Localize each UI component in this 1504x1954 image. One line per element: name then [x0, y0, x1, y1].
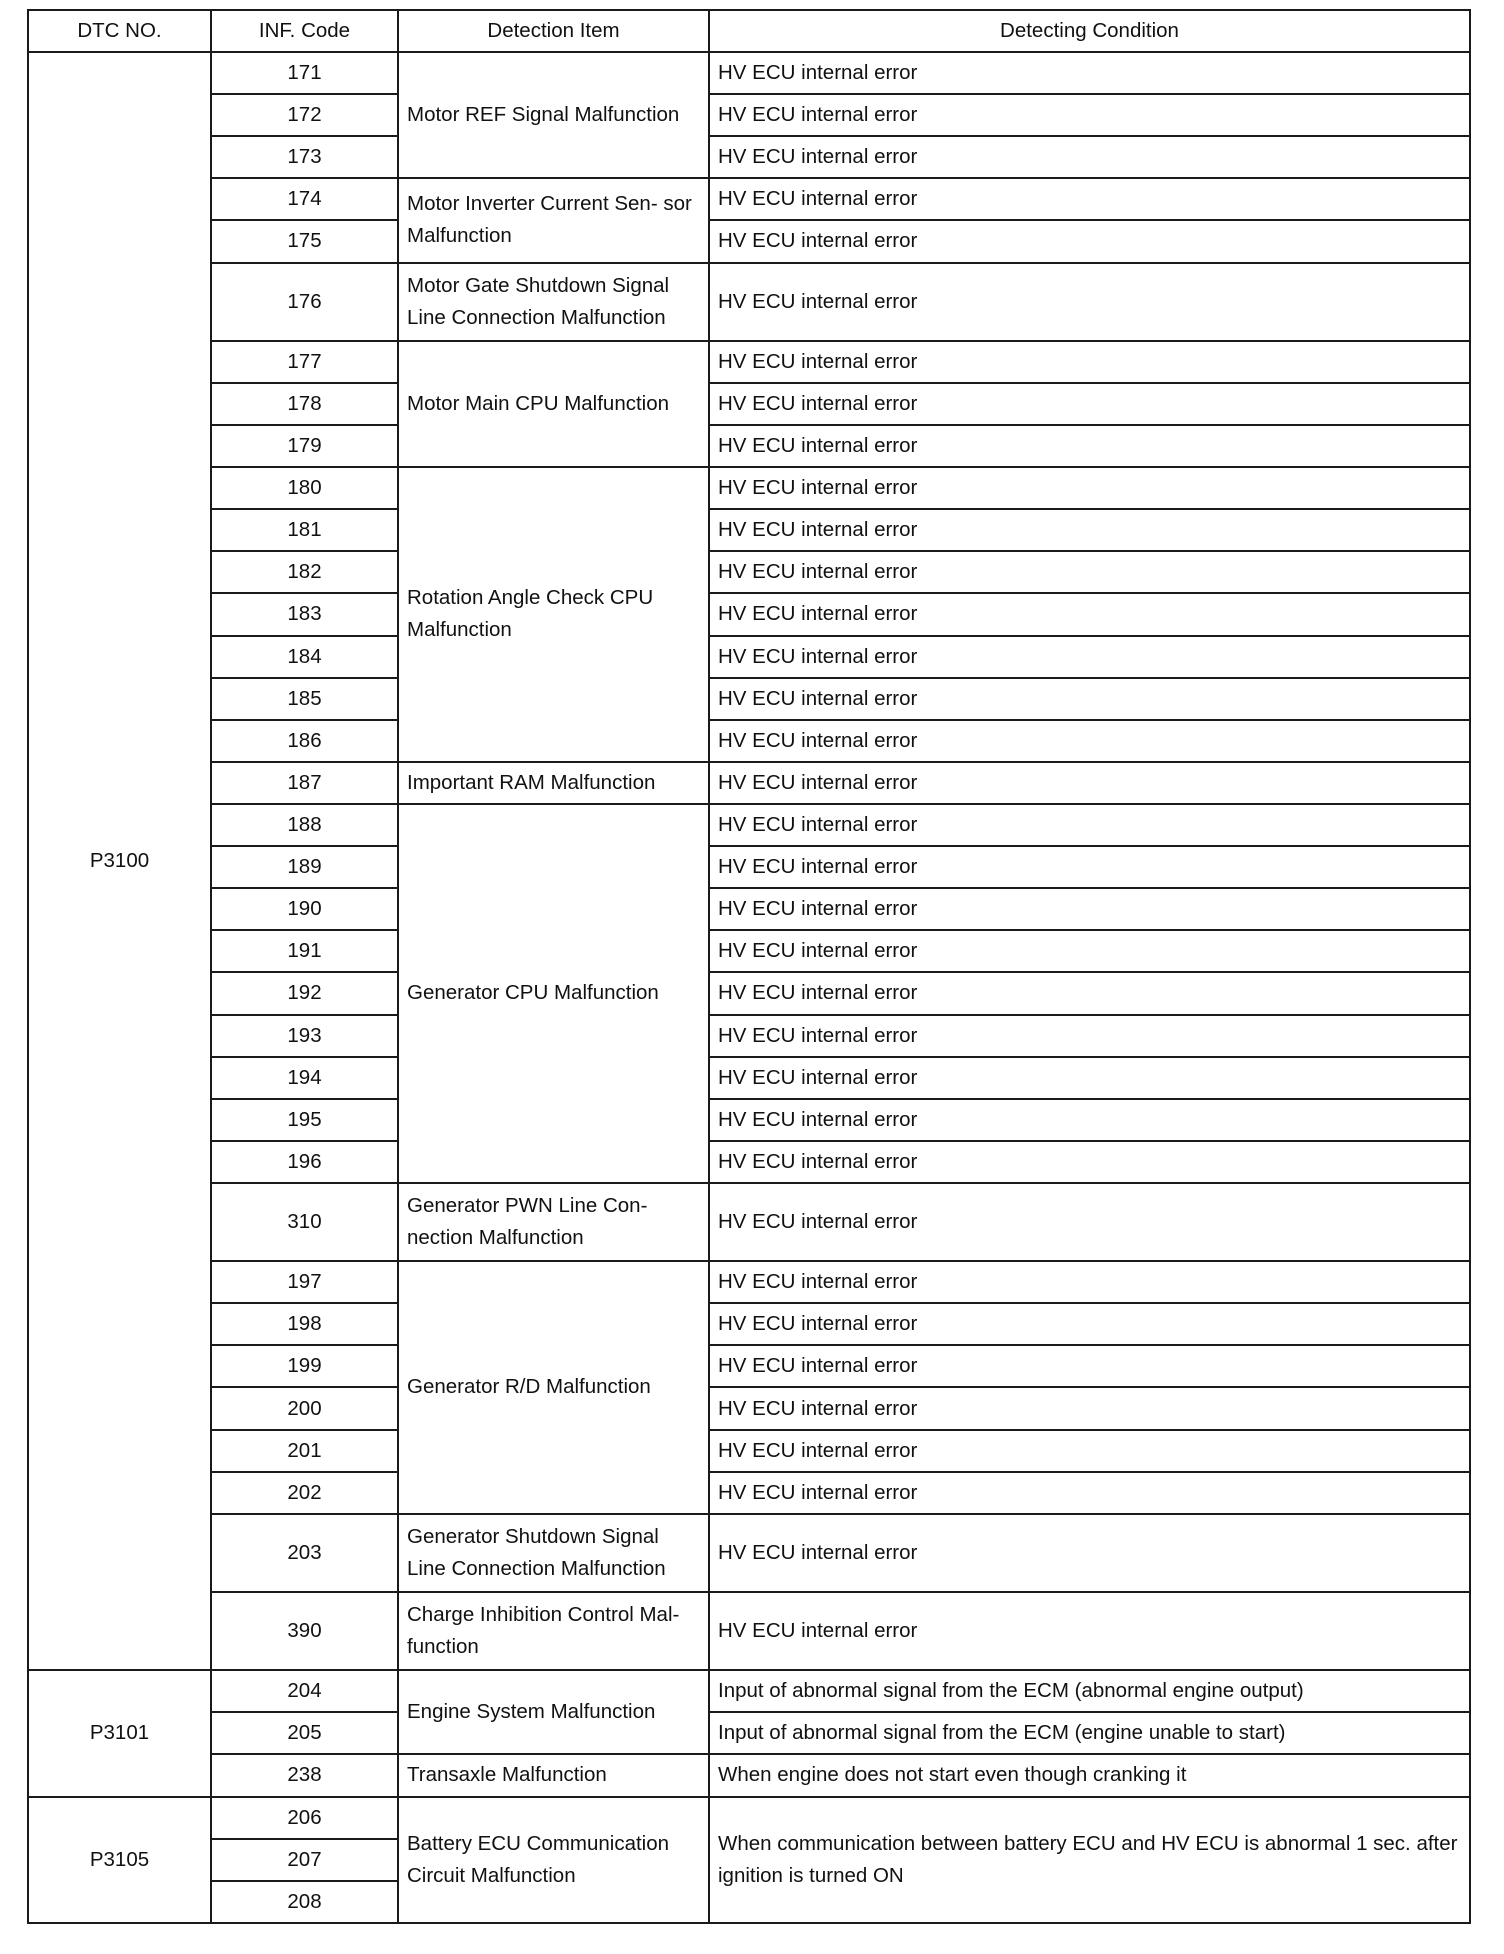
- condition-cell: HV ECU internal error: [709, 1345, 1470, 1387]
- table-row: [28, 1261, 1470, 1303]
- inf-code-cell: 186: [211, 720, 398, 762]
- condition-cell: HV ECU internal error: [709, 551, 1470, 593]
- inf-code-cell: 183: [211, 593, 398, 635]
- header-dtc-no: DTC NO.: [28, 10, 211, 52]
- condition-cell: HV ECU internal error: [709, 846, 1470, 888]
- condition-cell: HV ECU internal error: [709, 888, 1470, 930]
- table-row: [28, 551, 1470, 593]
- condition-cell: HV ECU internal error: [709, 94, 1470, 136]
- inf-code-cell: 176: [211, 263, 398, 341]
- inf-code-cell: 179: [211, 425, 398, 467]
- table-row: [28, 804, 1470, 846]
- table-row: [28, 636, 1470, 678]
- inf-code-cell: 191: [211, 930, 398, 972]
- table-row: [28, 762, 1470, 804]
- inf-code-cell: 200: [211, 1387, 398, 1429]
- condition-cell: HV ECU internal error: [709, 678, 1470, 720]
- inf-code-cell: 201: [211, 1430, 398, 1472]
- table-row: [28, 1015, 1470, 1057]
- condition-cell: HV ECU internal error: [709, 509, 1470, 551]
- condition-cell: Input of abnormal signal from the ECM (engine unable to start): [709, 1712, 1470, 1754]
- condition-cell: HV ECU internal error: [709, 636, 1470, 678]
- table-row: [28, 94, 1470, 136]
- table-row: [28, 1057, 1470, 1099]
- inf-code-cell: 173: [211, 136, 398, 178]
- condition-cell: HV ECU internal error: [709, 593, 1470, 635]
- inf-code-cell: 175: [211, 220, 398, 262]
- detection-item-cell: Transaxle Malfunction: [398, 1754, 709, 1796]
- condition-cell: HV ECU internal error: [709, 1514, 1470, 1592]
- detection-item-cell: Motor REF Signal Malfunction: [398, 52, 709, 178]
- inf-code-cell: 204: [211, 1670, 398, 1712]
- header-detecting-condition: Detecting Condition: [709, 10, 1470, 52]
- table-row: [28, 1183, 1470, 1261]
- inf-code-cell: 172: [211, 94, 398, 136]
- inf-code-cell: 206: [211, 1797, 398, 1839]
- condition-cell: HV ECU internal error: [709, 1015, 1470, 1057]
- table-row: [28, 263, 1470, 341]
- inf-code-cell: 192: [211, 972, 398, 1014]
- table-row: [28, 1387, 1470, 1429]
- table-row: [28, 1430, 1470, 1472]
- condition-cell: HV ECU internal error: [709, 425, 1470, 467]
- dtc-table-document: [27, 9, 1469, 1924]
- table-row: [28, 425, 1470, 467]
- inf-code-cell: 208: [211, 1881, 398, 1923]
- condition-cell: HV ECU internal error: [709, 1141, 1470, 1183]
- inf-code-cell: 194: [211, 1057, 398, 1099]
- condition-cell: HV ECU internal error: [709, 930, 1470, 972]
- condition-cell: HV ECU internal error: [709, 1183, 1470, 1261]
- table-row: [28, 1670, 1470, 1712]
- detection-item-cell: Engine System Malfunction: [398, 1670, 709, 1754]
- table-row: [28, 220, 1470, 262]
- detection-item-cell: Generator CPU Malfunction: [398, 804, 709, 1183]
- detection-item-cell: Battery ECU Communication Circuit Malfunction: [398, 1797, 709, 1923]
- condition-cell: HV ECU internal error: [709, 720, 1470, 762]
- condition-cell: HV ECU internal error: [709, 1387, 1470, 1429]
- table-row: [28, 341, 1470, 383]
- condition-cell: HV ECU internal error: [709, 263, 1470, 341]
- inf-code-cell: 199: [211, 1345, 398, 1387]
- detection-item-cell: Charge Inhibition Control Mal- function: [398, 1592, 709, 1670]
- inf-code-cell: 180: [211, 467, 398, 509]
- inf-code-cell: 207: [211, 1839, 398, 1881]
- table-row: [28, 1472, 1470, 1514]
- table-row: [28, 509, 1470, 551]
- table-row: [28, 1592, 1470, 1670]
- table-row: [28, 1141, 1470, 1183]
- dtc-cell: P3105: [28, 1797, 211, 1923]
- condition-cell: HV ECU internal error: [709, 972, 1470, 1014]
- table-row: [28, 720, 1470, 762]
- condition-cell: When communication between battery ECU and HV ECU is abnormal 1 sec. after ignition is turned ON: [709, 1797, 1470, 1923]
- condition-cell: When engine does not start even though cranking it: [709, 1754, 1470, 1796]
- inf-code-cell: 238: [211, 1754, 398, 1796]
- table-row: [28, 1303, 1470, 1345]
- inf-code-cell: 174: [211, 178, 398, 220]
- condition-cell: HV ECU internal error: [709, 804, 1470, 846]
- table-row: [28, 1754, 1470, 1796]
- inf-code-cell: 195: [211, 1099, 398, 1141]
- inf-code-cell: 202: [211, 1472, 398, 1514]
- inf-code-cell: 181: [211, 509, 398, 551]
- dtc-table: [27, 9, 1471, 1924]
- condition-cell: HV ECU internal error: [709, 762, 1470, 804]
- inf-code-cell: 190: [211, 888, 398, 930]
- condition-cell: HV ECU internal error: [709, 1261, 1470, 1303]
- condition-cell: HV ECU internal error: [709, 52, 1470, 94]
- table-row: [28, 52, 1470, 94]
- inf-code-cell: 182: [211, 551, 398, 593]
- inf-code-cell: 185: [211, 678, 398, 720]
- inf-code-cell: 193: [211, 1015, 398, 1057]
- table-row: [28, 383, 1470, 425]
- table-row: [28, 593, 1470, 635]
- table-row: [28, 1712, 1470, 1754]
- condition-cell: HV ECU internal error: [709, 467, 1470, 509]
- detection-item-cell: Motor Main CPU Malfunction: [398, 341, 709, 467]
- table-row: [28, 136, 1470, 178]
- inf-code-cell: 198: [211, 1303, 398, 1345]
- inf-code-cell: 187: [211, 762, 398, 804]
- table-row: [28, 467, 1470, 509]
- detection-item-cell: Motor Inverter Current Sen- sor Malfunction: [398, 178, 709, 262]
- dtc-cell: P3100: [28, 52, 211, 1670]
- condition-cell: HV ECU internal error: [709, 1303, 1470, 1345]
- inf-code-cell: 205: [211, 1712, 398, 1754]
- table-row: [28, 846, 1470, 888]
- detection-item-cell: Rotation Angle Check CPU Malfunction: [398, 467, 709, 762]
- header-row: [28, 10, 1470, 52]
- condition-cell: HV ECU internal error: [709, 1099, 1470, 1141]
- condition-cell: HV ECU internal error: [709, 220, 1470, 262]
- inf-code-cell: 203: [211, 1514, 398, 1592]
- table-row: [28, 178, 1470, 220]
- table-row: [28, 888, 1470, 930]
- inf-code-cell: 189: [211, 846, 398, 888]
- condition-cell: HV ECU internal error: [709, 1592, 1470, 1670]
- inf-code-cell: 177: [211, 341, 398, 383]
- detection-item-cell: Important RAM Malfunction: [398, 762, 709, 804]
- condition-cell: HV ECU internal error: [709, 1472, 1470, 1514]
- inf-code-cell: 197: [211, 1261, 398, 1303]
- table-row: [28, 1514, 1470, 1592]
- inf-code-cell: 188: [211, 804, 398, 846]
- table-row: [28, 972, 1470, 1014]
- condition-cell: HV ECU internal error: [709, 1057, 1470, 1099]
- table-row: [28, 1345, 1470, 1387]
- condition-cell: HV ECU internal error: [709, 178, 1470, 220]
- inf-code-cell: 178: [211, 383, 398, 425]
- condition-cell: HV ECU internal error: [709, 136, 1470, 178]
- inf-code-cell: 171: [211, 52, 398, 94]
- condition-cell: Input of abnormal signal from the ECM (abnormal engine output): [709, 1670, 1470, 1712]
- header-inf-code: INF. Code: [211, 10, 398, 52]
- condition-cell: HV ECU internal error: [709, 383, 1470, 425]
- detection-item-cell: Motor Gate Shutdown Signal Line Connection Malfunction: [398, 263, 709, 341]
- detection-item-cell: Generator PWN Line Con- nection Malfunction: [398, 1183, 709, 1261]
- table-row: [28, 678, 1470, 720]
- table-row: [28, 1797, 1470, 1839]
- inf-code-cell: 390: [211, 1592, 398, 1670]
- header-detection-item: Detection Item: [398, 10, 709, 52]
- dtc-cell: P3101: [28, 1670, 211, 1796]
- inf-code-cell: 196: [211, 1141, 398, 1183]
- detection-item-cell: Generator Shutdown Signal Line Connection Malfunction: [398, 1514, 709, 1592]
- detection-item-cell: Generator R/D Malfunction: [398, 1261, 709, 1514]
- inf-code-cell: 184: [211, 636, 398, 678]
- table-row: [28, 1099, 1470, 1141]
- table-row: [28, 930, 1470, 972]
- inf-code-cell: 310: [211, 1183, 398, 1261]
- condition-cell: HV ECU internal error: [709, 1430, 1470, 1472]
- condition-cell: HV ECU internal error: [709, 341, 1470, 383]
